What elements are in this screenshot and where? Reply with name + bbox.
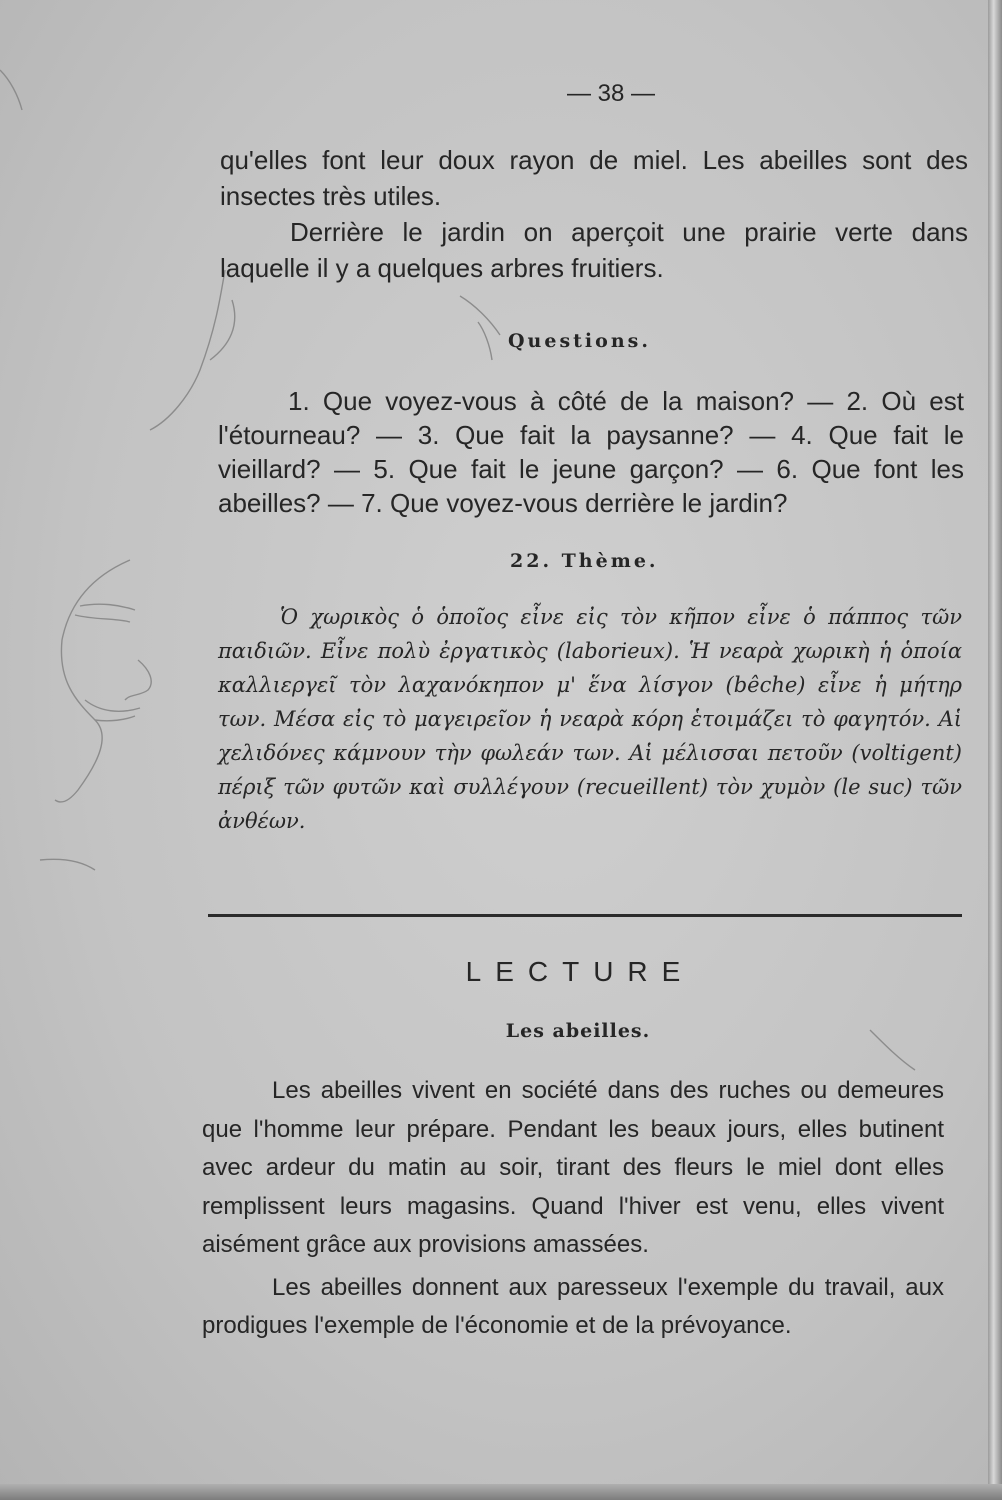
theme-heading: 22. Thème.: [510, 550, 659, 572]
lecture-title: Les abeilles.: [505, 1020, 651, 1042]
intro-paragraph-2: Derrière le jardin on aperçoit une prairie verte dans laquelle il y a quelques arbres fruitiers.: [220, 217, 968, 283]
intro-text: [220, 142, 968, 286]
section-divider: [208, 914, 962, 917]
page-edge-right: [988, 0, 1002, 1500]
intro-paragraph-1: qu'elles font leur doux rayon de miel. Les abeilles sont des insectes très utiles.: [220, 145, 968, 211]
theme-paragraph: Ὁ χωρικὸς ὁ ὁποῖος εἶνε εἰς τὸν κῆπον εἶνε ὁ πάππος τῶν παιδιῶν. Εἶνε πολὺ ἐργατικὸς (laborieux). Ἡ νεαρὰ χωρικὴ ἡ ὁποία καλλιεργεῖ τὸν λαχανόκηπον μ' ἕνα λίσγον (bêche) εἶνε ἡ μήτηρ των. Μέσα εἰς τὸ μαγειρεῖον ἡ νεαρὰ κόρη ἑτοιμάζει τὸ φαγητόν. Αἱ χελιδόνες κάμνουν τὴν φωλεάν των. Αἱ μέλισσαι πετοῦν (voltigent) πέριξ τῶν φυτῶν καὶ συλλέγουν (recueillent) τὸν χυμὸν (le suc) τῶν ἀνθέων.: [218, 605, 962, 833]
page-number: — 38 —: [566, 80, 656, 107]
questions-paragraph: 1. Que voyez-vous à côté de la maison? — 2. Où est l'étourneau? — 3. Que fait la paysanne? — 4. Que fait le vieillard? — 5. Que fait le jeune garçon? — 6. Que font les abeilles? — 7. Que voyez-vous derrière le jardin?: [218, 386, 964, 518]
theme-text: [218, 600, 962, 838]
lecture-paragraph-1: Les abeilles vivent en société dans des ruches ou demeures que l'homme leur prépare. Pendant les beaux jours, elles butinent avec ardeur du matin au soir, tirant des fleurs le miel dont elles remplissent leurs magasins. Quand l'hiver est venu, elles vivent aisément grâce aux provisions amassées.: [202, 1077, 944, 1258]
lecture-heading: LECTURE: [465, 956, 695, 987]
lecture-text: [202, 1072, 944, 1346]
lecture-paragraph-2: Les abeilles donnent aux paresseux l'exemple du travail, aux prodigues l'exemple de l'économie et de la prévoyance.: [202, 1273, 944, 1339]
questions-text: [218, 384, 964, 520]
page-edge-bottom: [0, 1484, 1002, 1500]
questions-heading: Questions.: [508, 330, 651, 352]
